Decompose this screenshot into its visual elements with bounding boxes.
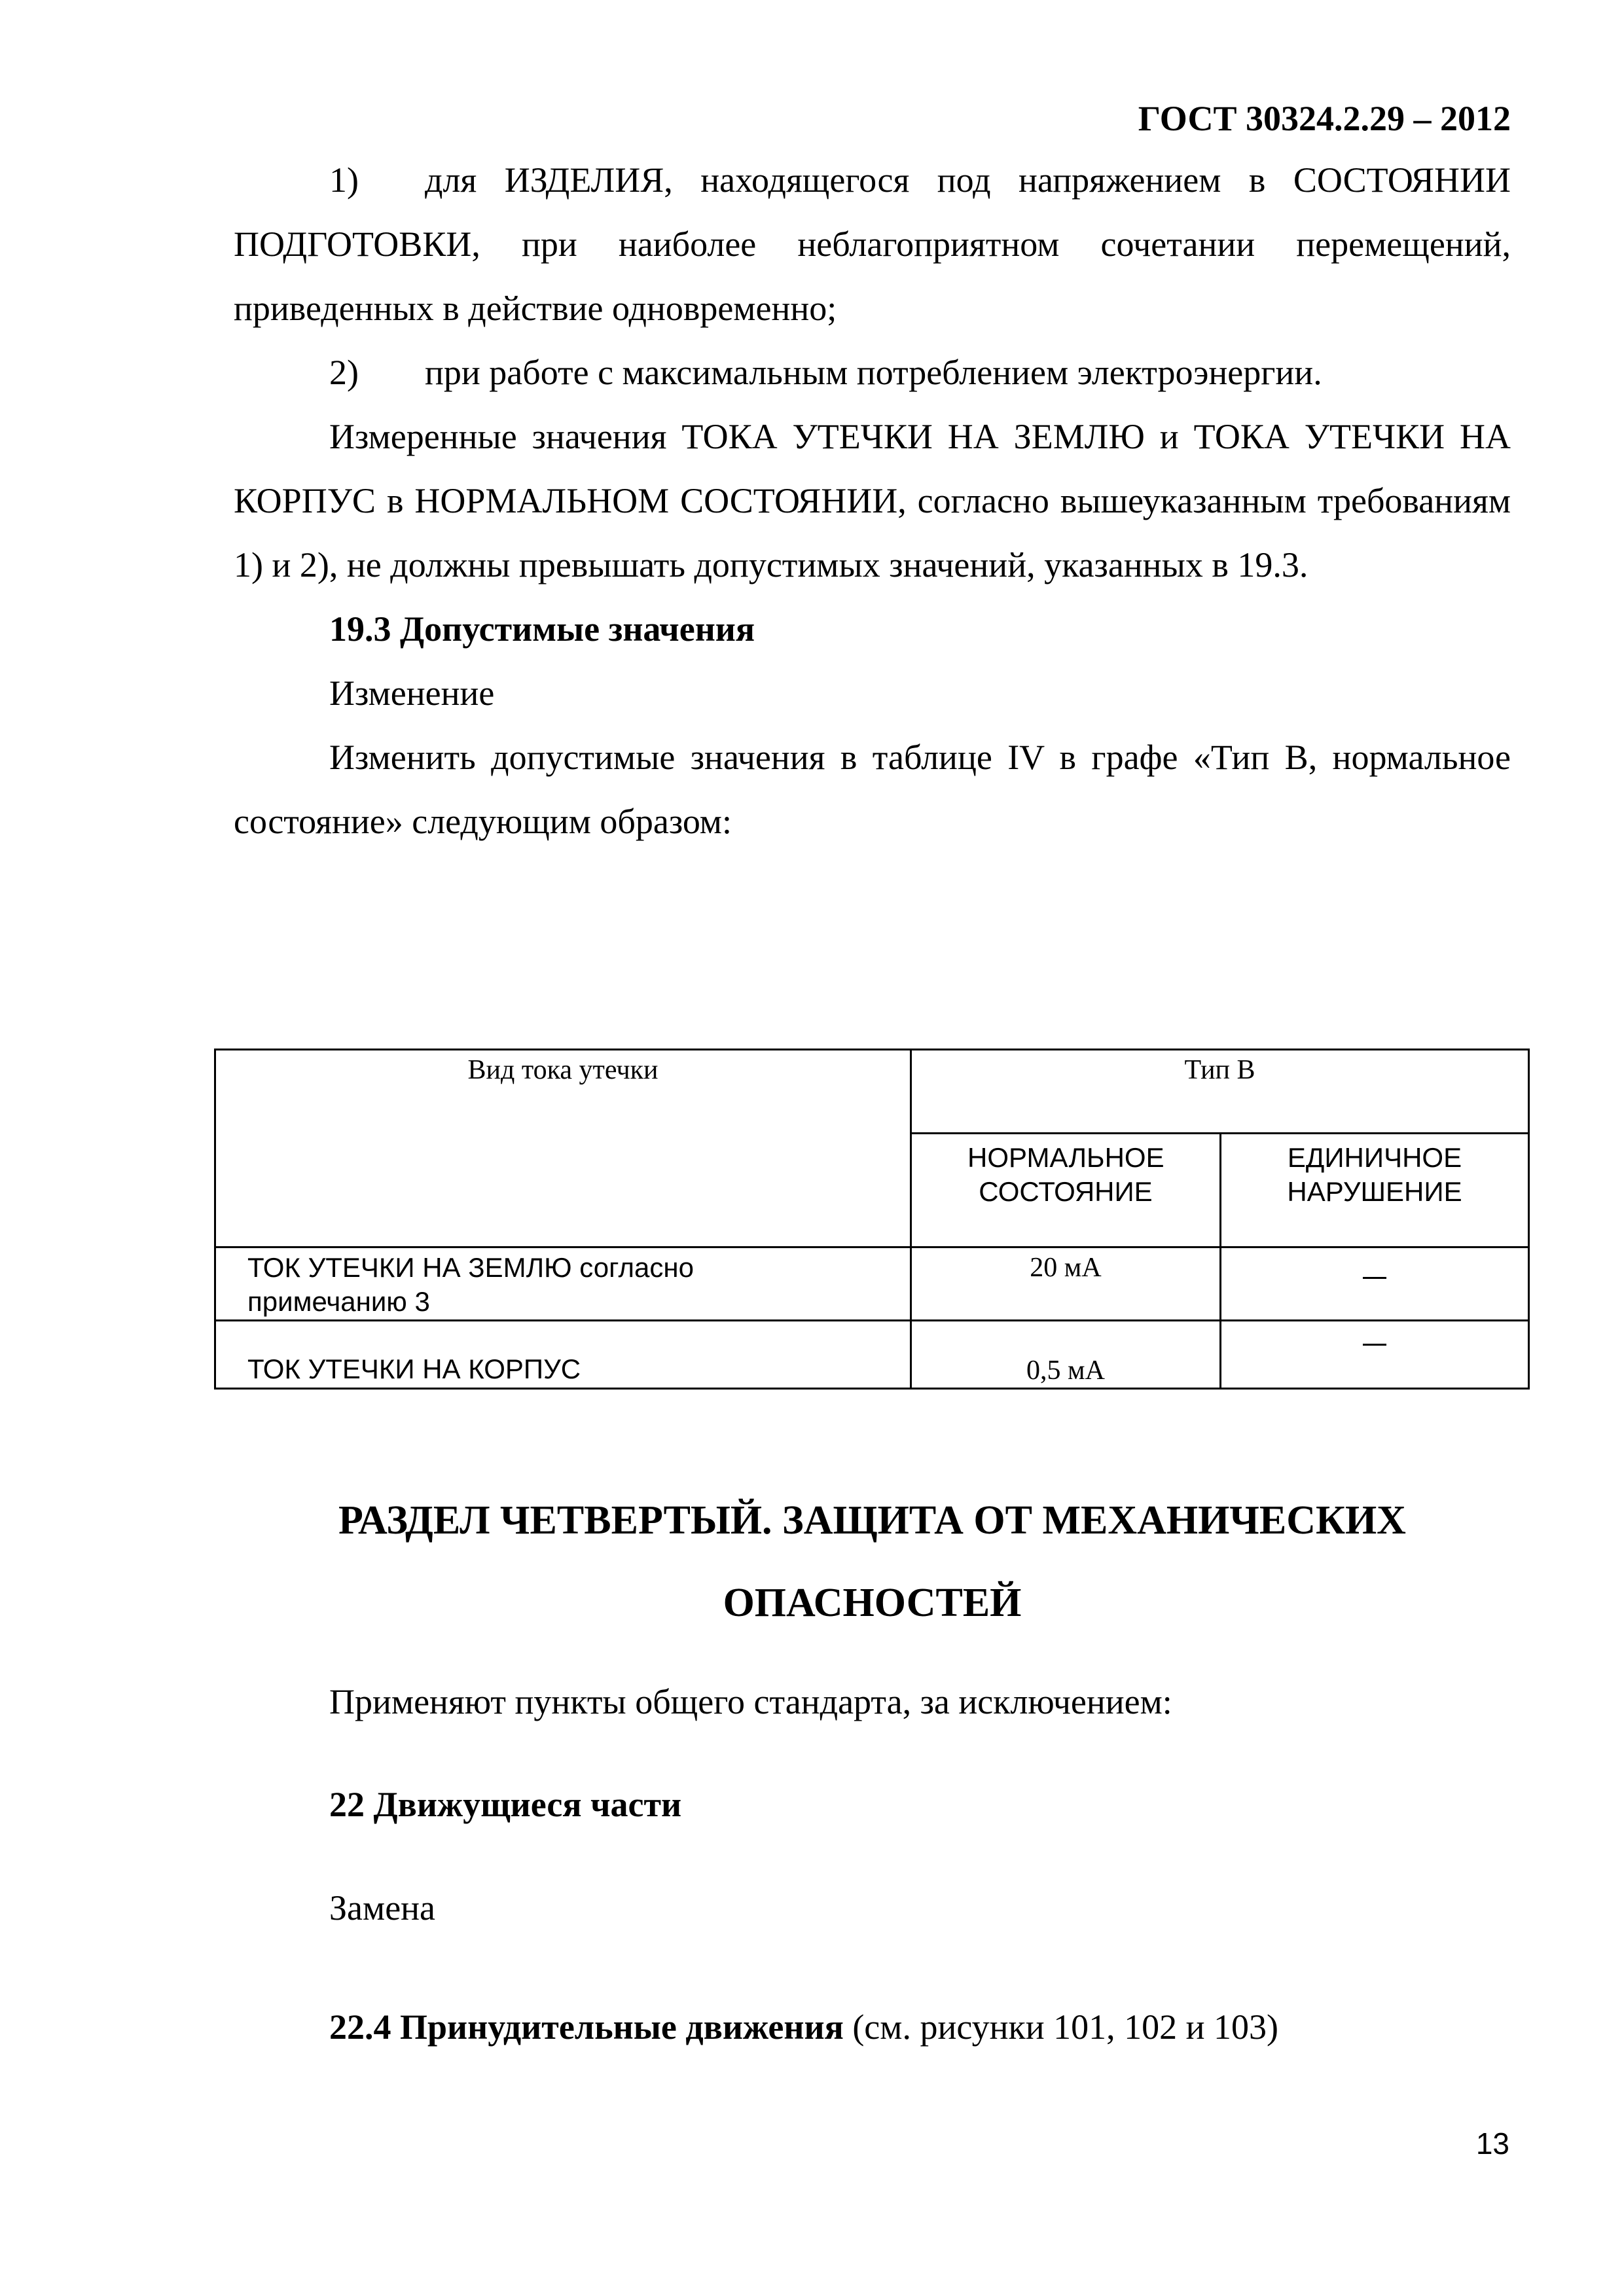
table-row bbox=[215, 1321, 1529, 1389]
section-title: РАЗДЕЛ ЧЕТВЕРТЫЙ. ЗАЩИТА ОТ МЕХАНИЧЕСКИХ ОПАСНОСТЕЙ bbox=[338, 1498, 1406, 1625]
list-item-text: для ИЗДЕЛИЯ, находящегося под напряжением в СОСТОЯНИИ bbox=[425, 160, 1511, 200]
list-item-number: 1) bbox=[329, 160, 359, 200]
table-cell-label: ТОК УТЕЧКИ НА ЗЕМЛЮ согласно примечанию 3 bbox=[215, 1247, 911, 1321]
table-row bbox=[215, 1247, 1529, 1321]
paragraph-apply: Применяют пункты общего стандарта, за исключением: bbox=[329, 1682, 1172, 1721]
list-item-text: при работе с максимальным потреблением электроэнергии. bbox=[425, 353, 1322, 392]
table-header-current-type: Вид тока утечки bbox=[215, 1050, 911, 1247]
table-header-type-b: Тип В bbox=[911, 1050, 1529, 1134]
heading-22: 22 Движущиеся части bbox=[329, 1785, 682, 1824]
heading-22-4: 22.4 Принудительные движения (см. рисунки 101, 102 и 103) bbox=[329, 2007, 1279, 2047]
leakage-current-table bbox=[214, 1049, 1530, 1390]
upper-text-block bbox=[234, 148, 1511, 853]
table-cell-label: ТОК УТЕЧКИ НА КОРПУС bbox=[215, 1321, 911, 1389]
em-dash bbox=[1363, 1344, 1386, 1346]
heading-19-3: 19.3 Допустимые значения bbox=[329, 609, 755, 649]
table-cell-fault bbox=[1221, 1247, 1529, 1321]
paragraph-change: Изменить допустимые значения в таблице IV в графе «Тип В, нормальное состояние» следующим образом: bbox=[234, 738, 1511, 841]
replace-label: Замена bbox=[329, 1888, 436, 1928]
paragraph-measured-values: Измеренные значения ТОКА УТЕЧКИ НА ЗЕМЛЮ и ТОКА УТЕЧКИ НА КОРПУС в НОРМАЛЬНОМ СОСТОЯНИИ, согласно вышеуказанным требованиям 1) и 2), не должны превышать допустимых значений, указанных в 19.3. bbox=[234, 417, 1511, 584]
list-item bbox=[234, 148, 1511, 212]
list-item bbox=[234, 340, 1511, 404]
page-number: 13 bbox=[1475, 2126, 1509, 2161]
change-label: Изменение bbox=[329, 673, 495, 713]
table-cell-normal: 20 мА bbox=[911, 1247, 1221, 1321]
document-code-header: ГОСТ 30324.2.29 – 2012 bbox=[1138, 99, 1511, 138]
list-item-number: 2) bbox=[329, 353, 359, 392]
table-cell-fault bbox=[1221, 1321, 1529, 1389]
table-subheader-fault: ЕДИНИЧНОЕ НАРУШЕНИЕ bbox=[1221, 1134, 1529, 1247]
list-item-continuation: ПОДГОТОВКИ, при наиболее неблагоприятном сочетании перемещений, приведенных в действие одновременно; bbox=[234, 224, 1511, 328]
em-dash bbox=[1363, 1277, 1386, 1279]
table-cell-normal: 0,5 мА bbox=[911, 1321, 1221, 1389]
table-subheader-normal: НОРМАЛЬНОЕ СОСТОЯНИЕ bbox=[911, 1134, 1221, 1247]
